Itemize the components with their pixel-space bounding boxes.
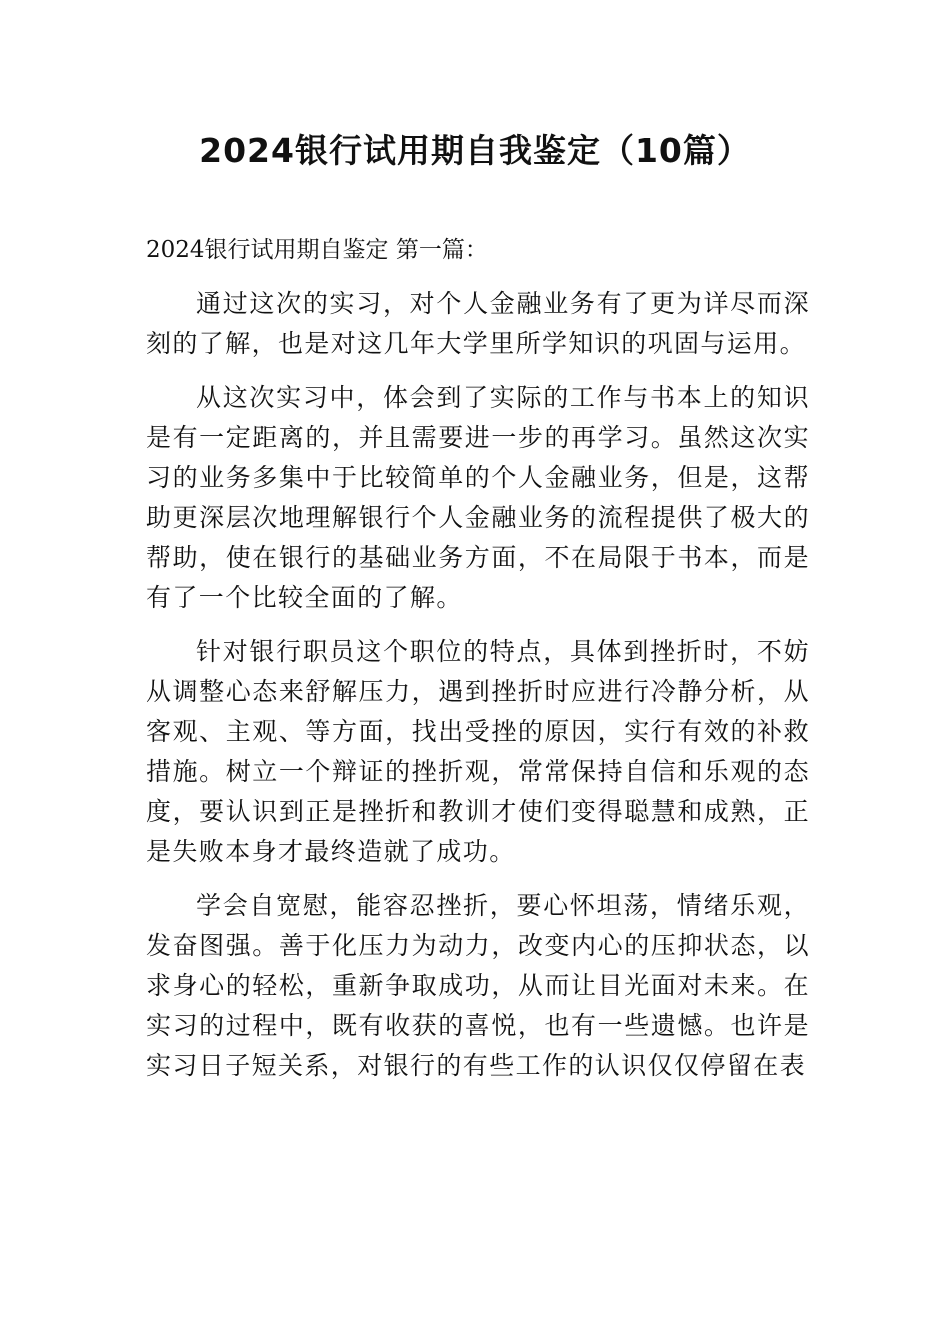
document-body [146,230,810,1100]
document-title: 2024银行试用期自我鉴定（10篇） [199,131,751,170]
paragraph: 针对银行职员这个职位的特点，具体到挫折时，不妨从调整心态来舒解压力，遇到挫折时应进行冷静分析，从客观、主观、等方面，找出受挫的原因，实行有效的补救措施。树立一个辩证的挫折观，常常保持自信和乐观的态度，要认识到正是挫折和教训才使们变得聪慧和成熟，正是失败本身才最终造就了成功。 [146,637,810,866]
paragraph: 学会自宽慰，能容忍挫折，要心怀坦荡，情绪乐观，发奋图强。善于化压力为动力，改变内心的压抑状态，以求身心的轻松，重新争取成功，从而让目光面对未来。在实习的过程中，既有收获的喜悦，也有一些遗憾。也许是实习日子短关系，对银行的有些工作的认识仅仅停留在表 [146,891,810,1080]
paragraph: 从这次实习中，体会到了实际的工作与书本上的知识是有一定距离的，并且需要进一步的再学习。虽然这次实习的业务多集中于比较简单的个人金融业务，但是，这帮助更深层次地理解银行个人金融业务的流程提供了极大的帮助，使在银行的基础业务方面，不在局限于书本，而是有了一个比较全面的了解。 [146,383,810,612]
paragraph: 通过这次的实习，对个人金融业务有了更为详尽而深刻的了解，也是对这几年大学里所学知识的巩固与运用。 [146,289,810,358]
section-heading: 2024银行试用期自鉴定 第一篇： [146,237,488,263]
